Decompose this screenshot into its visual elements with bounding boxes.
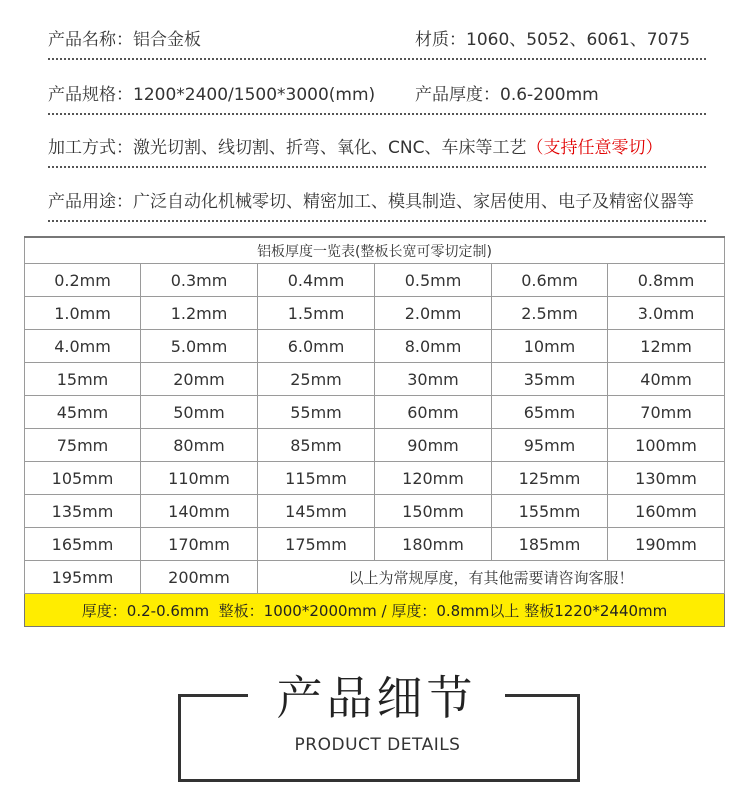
thickness-cell: 5.0mm [141, 330, 258, 363]
thickness-cell: 35mm [492, 363, 608, 396]
thickness-cell: 20mm [141, 363, 258, 396]
process-highlight: （支持任意零切） [526, 138, 663, 158]
info-row-spec-thickness [48, 83, 706, 115]
table-title: 铝板厚度一览表(整板长宽可零切定制) [25, 237, 725, 264]
table-footer-row [25, 594, 725, 627]
thickness-block [415, 83, 599, 107]
thickness-cell: 110mm [141, 462, 258, 495]
thickness-cell: 125mm [492, 462, 608, 495]
process-label: 加工方式： [48, 138, 133, 158]
table-row [25, 363, 725, 396]
material-block [415, 28, 690, 52]
thickness-cell: 100mm [608, 429, 725, 462]
thickness-cell: 0.2mm [25, 264, 141, 297]
thickness-cell: 1.5mm [258, 297, 375, 330]
thickness-cell: 200mm [141, 561, 258, 594]
thickness-cell: 95mm [492, 429, 608, 462]
thickness-cell: 8.0mm [375, 330, 492, 363]
thickness-cell: 105mm [25, 462, 141, 495]
thickness-cell: 30mm [375, 363, 492, 396]
thickness-label: 产品厚度： [415, 85, 500, 105]
thickness-cell: 150mm [375, 495, 492, 528]
thickness-cell: 120mm [375, 462, 492, 495]
thickness-cell: 185mm [492, 528, 608, 561]
thickness-cell: 140mm [141, 495, 258, 528]
details-subtitle: PRODUCT DETAILS [294, 735, 461, 755]
thickness-cell: 1.2mm [141, 297, 258, 330]
thickness-cell: 6.0mm [258, 330, 375, 363]
thickness-cell: 4.0mm [25, 330, 141, 363]
thickness-cell: 0.3mm [141, 264, 258, 297]
thickness-cell: 160mm [608, 495, 725, 528]
table-row [25, 330, 725, 363]
thickness-cell: 180mm [375, 528, 492, 561]
thickness-cell: 85mm [258, 429, 375, 462]
thickness-cell: 50mm [141, 396, 258, 429]
table-row [25, 462, 725, 495]
thickness-cell: 2.0mm [375, 297, 492, 330]
thickness-cell: 55mm [258, 396, 375, 429]
thickness-cell: 60mm [375, 396, 492, 429]
table-row [25, 429, 725, 462]
thickness-cell: 190mm [608, 528, 725, 561]
table-row [25, 495, 725, 528]
table-row [25, 264, 725, 297]
thickness-cell: 75mm [25, 429, 141, 462]
usage-label: 产品用途： [48, 192, 133, 212]
thickness-cell: 0.6mm [492, 264, 608, 297]
thickness-cell: 0.5mm [375, 264, 492, 297]
thickness-cell: 40mm [608, 363, 725, 396]
spec-label: 产品规格： [48, 85, 133, 105]
thickness-cell: 135mm [25, 495, 141, 528]
name-label: 产品名称： [48, 30, 133, 50]
info-row-usage [48, 190, 706, 222]
thickness-cell: 90mm [375, 429, 492, 462]
table-row [25, 297, 725, 330]
thickness-cell: 0.4mm [258, 264, 375, 297]
thickness-cell: 170mm [141, 528, 258, 561]
thickness-cell: 25mm [258, 363, 375, 396]
details-title: 产品细节 [276, 671, 477, 725]
process-value: 激光切割、线切割、折弯、氧化、CNC、车床等工艺 [133, 138, 527, 158]
thickness-cell: 70mm [608, 396, 725, 429]
table-row [25, 396, 725, 429]
thickness-cell: 10mm [492, 330, 608, 363]
thickness-cell: 0.8mm [608, 264, 725, 297]
thickness-cell: 155mm [492, 495, 608, 528]
thickness-cell: 1.0mm [25, 297, 141, 330]
thickness-cell: 175mm [258, 528, 375, 561]
table-row [25, 528, 725, 561]
thickness-cell: 12mm [608, 330, 725, 363]
thickness-cell: 45mm [25, 396, 141, 429]
thickness-cell: 115mm [258, 462, 375, 495]
name-value: 铝合金板 [133, 30, 201, 50]
table-row [25, 561, 725, 594]
thickness-cell: 165mm [25, 528, 141, 561]
thickness-cell: 3.0mm [608, 297, 725, 330]
info-row-name-material [48, 28, 706, 60]
thickness-cell: 15mm [25, 363, 141, 396]
thickness-value: 0.6-200mm [500, 85, 599, 105]
thickness-cell: 65mm [492, 396, 608, 429]
thickness-table [24, 236, 725, 627]
thickness-cell: 80mm [141, 429, 258, 462]
spec-value: 1200*2400/1500*3000(mm) [133, 85, 376, 105]
table-footer: 厚度：0.2-0.6mm 整板：1000*2000mm / 厚度：0.8mm以上 整板1220*2440mm [25, 594, 725, 627]
usage-value: 广泛自动化机械零切、精密加工、模具制造、家居使用、电子及精密仪器等 [133, 192, 694, 212]
thickness-cell: 130mm [608, 462, 725, 495]
info-row-process [48, 136, 706, 168]
table-note: 以上为常规厚度，有其他需要请咨询客服！ [258, 561, 725, 594]
thickness-cell: 2.5mm [492, 297, 608, 330]
material-label: 材质： [415, 30, 466, 50]
thickness-cell: 195mm [25, 561, 141, 594]
thickness-cell: 145mm [258, 495, 375, 528]
material-value: 1060、5052、6061、7075 [466, 30, 691, 50]
